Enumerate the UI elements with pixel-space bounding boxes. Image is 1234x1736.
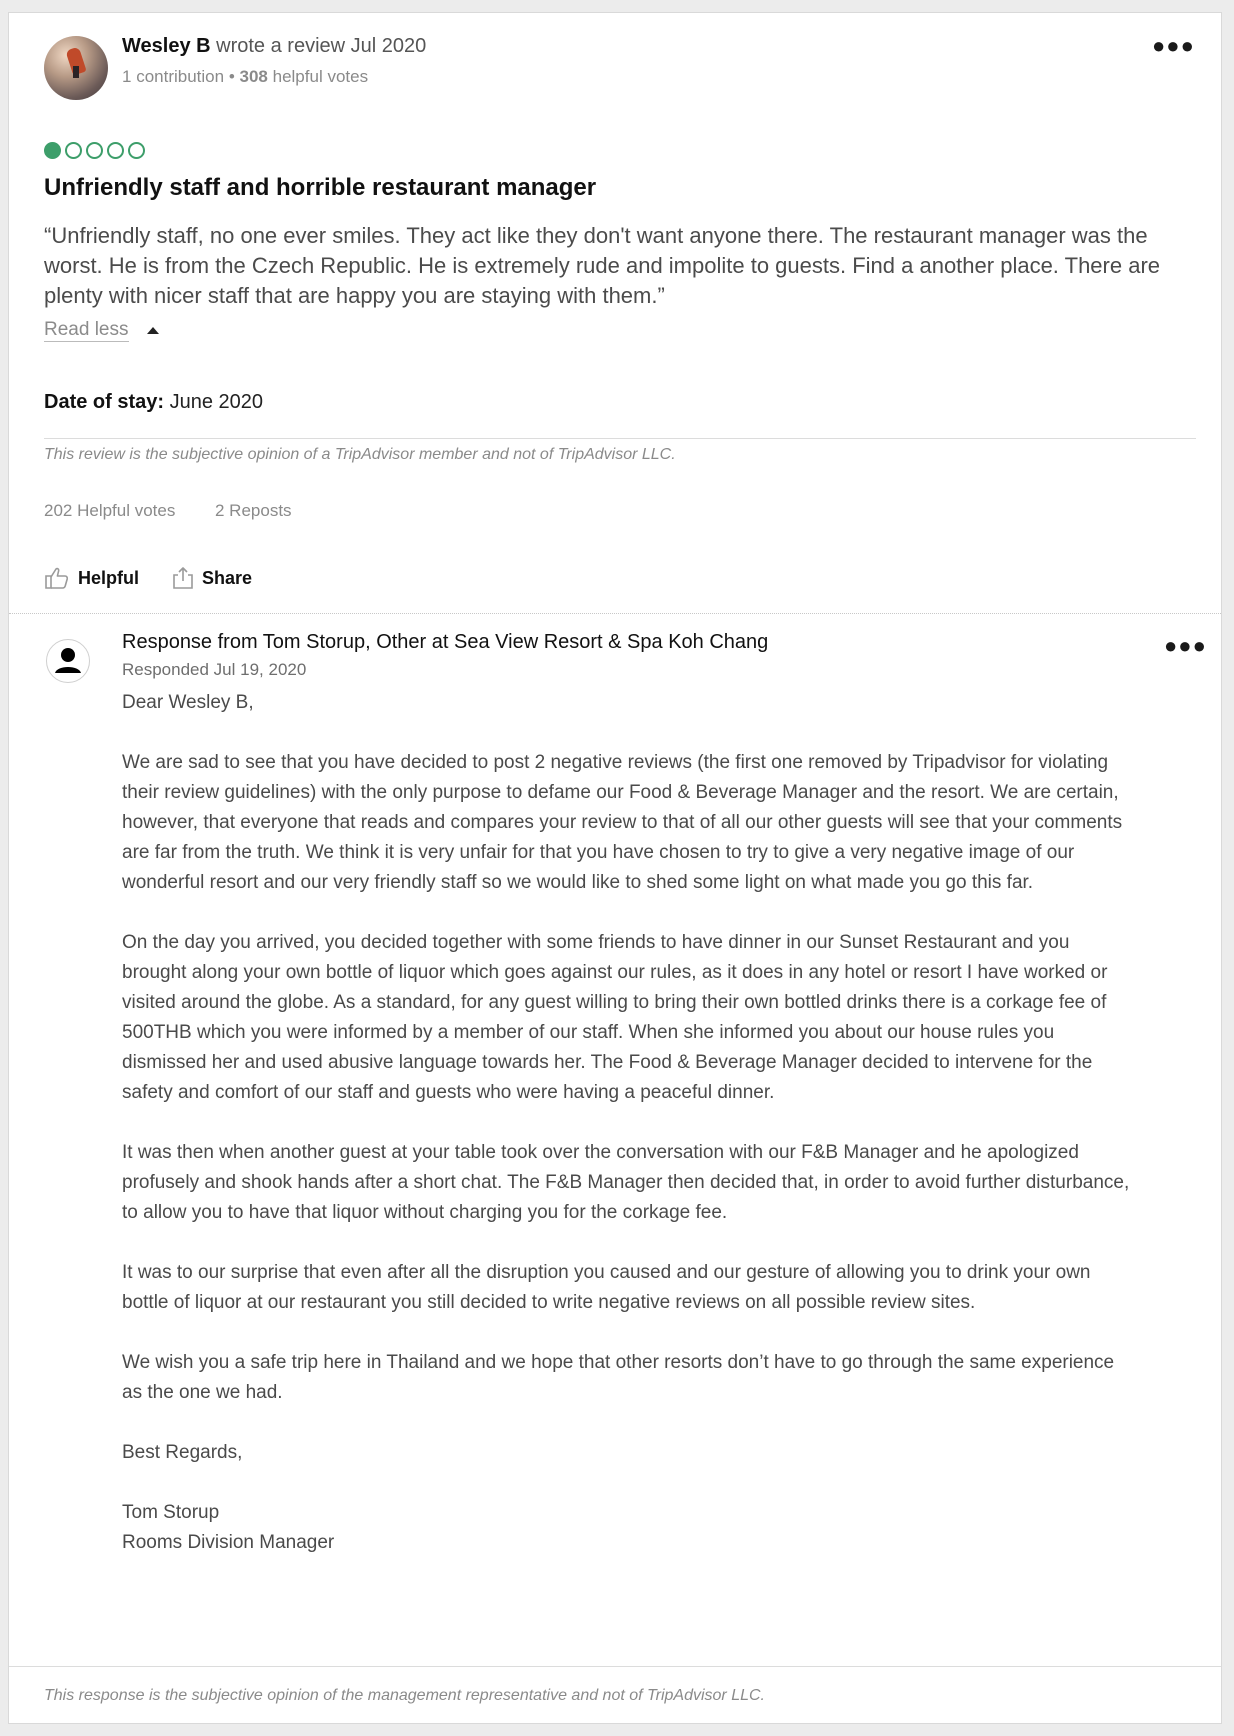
response-greeting: Dear Wesley B, [122, 692, 254, 713]
rating-bubble-empty [128, 142, 145, 159]
read-less-link[interactable]: Read less [44, 319, 129, 340]
helpful-votes-link[interactable]: 202 Helpful votes [44, 501, 176, 520]
more-horizontal-icon[interactable]: ●●● [1164, 633, 1207, 658]
response-paragraph: On the day you arrived, you decided together with some friends to have dinner in our Sunset Restaurant and you brought along your own bottle of liquor which goes against our rules, as it does in any hotel or resort I have worked or visited around the globe. As a standard, for any guest willing to bring their own bottled drinks there is a corkage fee of 500THB which you were informed by a member of our staff. When she informed you about our house rules you dismissed her and used abusive language towards her. The Food & Beverage Manager decided to intervene for the safety and comfort of our staff and guests who were having a peaceful dinner. [122, 932, 1108, 1103]
divider [9, 1666, 1221, 1667]
review-text: “Unfriendly staff, no one ever smiles. They act like they don't want anyone there. The restaurant manager was the worst. He is from the Czech Republic. He is extremely rude and impolite to guests. Find a another place. There are plenty with nicer staff that are happy you are staying with them.” [44, 223, 1161, 308]
signature-title: Rooms Division Manager [122, 1532, 335, 1553]
divider [44, 438, 1196, 439]
response-header: Response from Tom Storup, Other at Sea View Resort & Spa Koh Chang [122, 631, 769, 653]
section-divider [9, 613, 1221, 614]
responder-avatar [46, 639, 90, 683]
rating-bubble-filled [44, 142, 61, 159]
date-of-stay-value: June 2020 [169, 391, 264, 413]
response-paragraph: We wish you a safe trip here in Thailand and we hope that other resorts don’t have to go through the same experience as the one we had. [122, 1352, 1115, 1403]
review-card [8, 12, 1222, 1724]
date-of-stay-label: Date of stay: [44, 391, 165, 413]
rating-bubbles [44, 142, 145, 159]
review-wrote-text: wrote a review Jul 2020 [216, 35, 427, 57]
contribution-count: 1 [122, 67, 132, 86]
response-disclaimer: This response is the subjective opinion of the management representative and not of TripAdvisor LLC. [44, 1687, 765, 1704]
response-paragraph: We are sad to see that you have decided to post 2 negative reviews (the first one removed by Tripadvisor for violating their review guidelines) with the only purpose to defame our Food & Beverage Manager and the resort. We are certain, however, that everyone that reads and compares your review to that of all our other guests will see that your comments are far from the truth. We think it is very unfair for that you have chosen to try to give a very negative image of our wonderful resort and our very friendly staff so we would like to shed some light on what made you go this far. [122, 752, 1123, 893]
user-icon [47, 640, 89, 682]
share-button-label: Share [202, 567, 253, 588]
review-title: Unfriendly staff and horrible restaurant manager [44, 174, 597, 201]
rating-bubble-empty [65, 142, 82, 159]
caret-up-icon[interactable] [147, 327, 159, 334]
helpful-button[interactable] [44, 566, 139, 590]
share-icon [172, 566, 194, 590]
reviewer-line [122, 35, 426, 58]
helpful-button-label: Helpful [78, 567, 139, 588]
helpful-votes-count: 308 [239, 67, 268, 86]
avatar-figure-legs [73, 66, 79, 78]
helpful-votes-label: helpful votes [272, 67, 369, 86]
reviewer-stats [122, 67, 368, 87]
response-closing: Best Regards, [122, 1442, 243, 1463]
signature-name: Tom Storup [122, 1502, 220, 1523]
date-of-stay [44, 391, 263, 414]
response-paragraph: It was to our surprise that even after all the disruption you caused and our gesture of allowing you to drink your own bottle of liquor at our restaurant you still decided to write negative reviews on all possible review sites. [122, 1262, 1091, 1313]
response-paragraph: It was then when another guest at your table took over the conversation with our F&B Manager and he apologized profusely and shook hands after a short chat. The F&B Manager then decided that, in order to avoid further disturbance, to allow you to have that liquor without charging you for the corkage fee. [122, 1142, 1130, 1223]
share-button[interactable] [172, 566, 252, 590]
rating-bubble-empty [107, 142, 124, 159]
response-body [122, 688, 1132, 1558]
reposts-link[interactable]: 2 Reposts [215, 501, 292, 520]
contribution-label: contribution • [136, 67, 235, 86]
more-horizontal-icon[interactable]: ●●● [1152, 33, 1195, 58]
thumbs-up-icon [44, 566, 70, 590]
reviewer-avatar[interactable] [44, 36, 108, 100]
review-disclaimer: This review is the subjective opinion of a TripAdvisor member and not of TripAdvisor LLC. [44, 446, 676, 463]
rating-bubble-empty [86, 142, 103, 159]
reviewer-name[interactable]: Wesley B [122, 35, 211, 57]
response-date: Responded Jul 19, 2020 [122, 660, 307, 679]
